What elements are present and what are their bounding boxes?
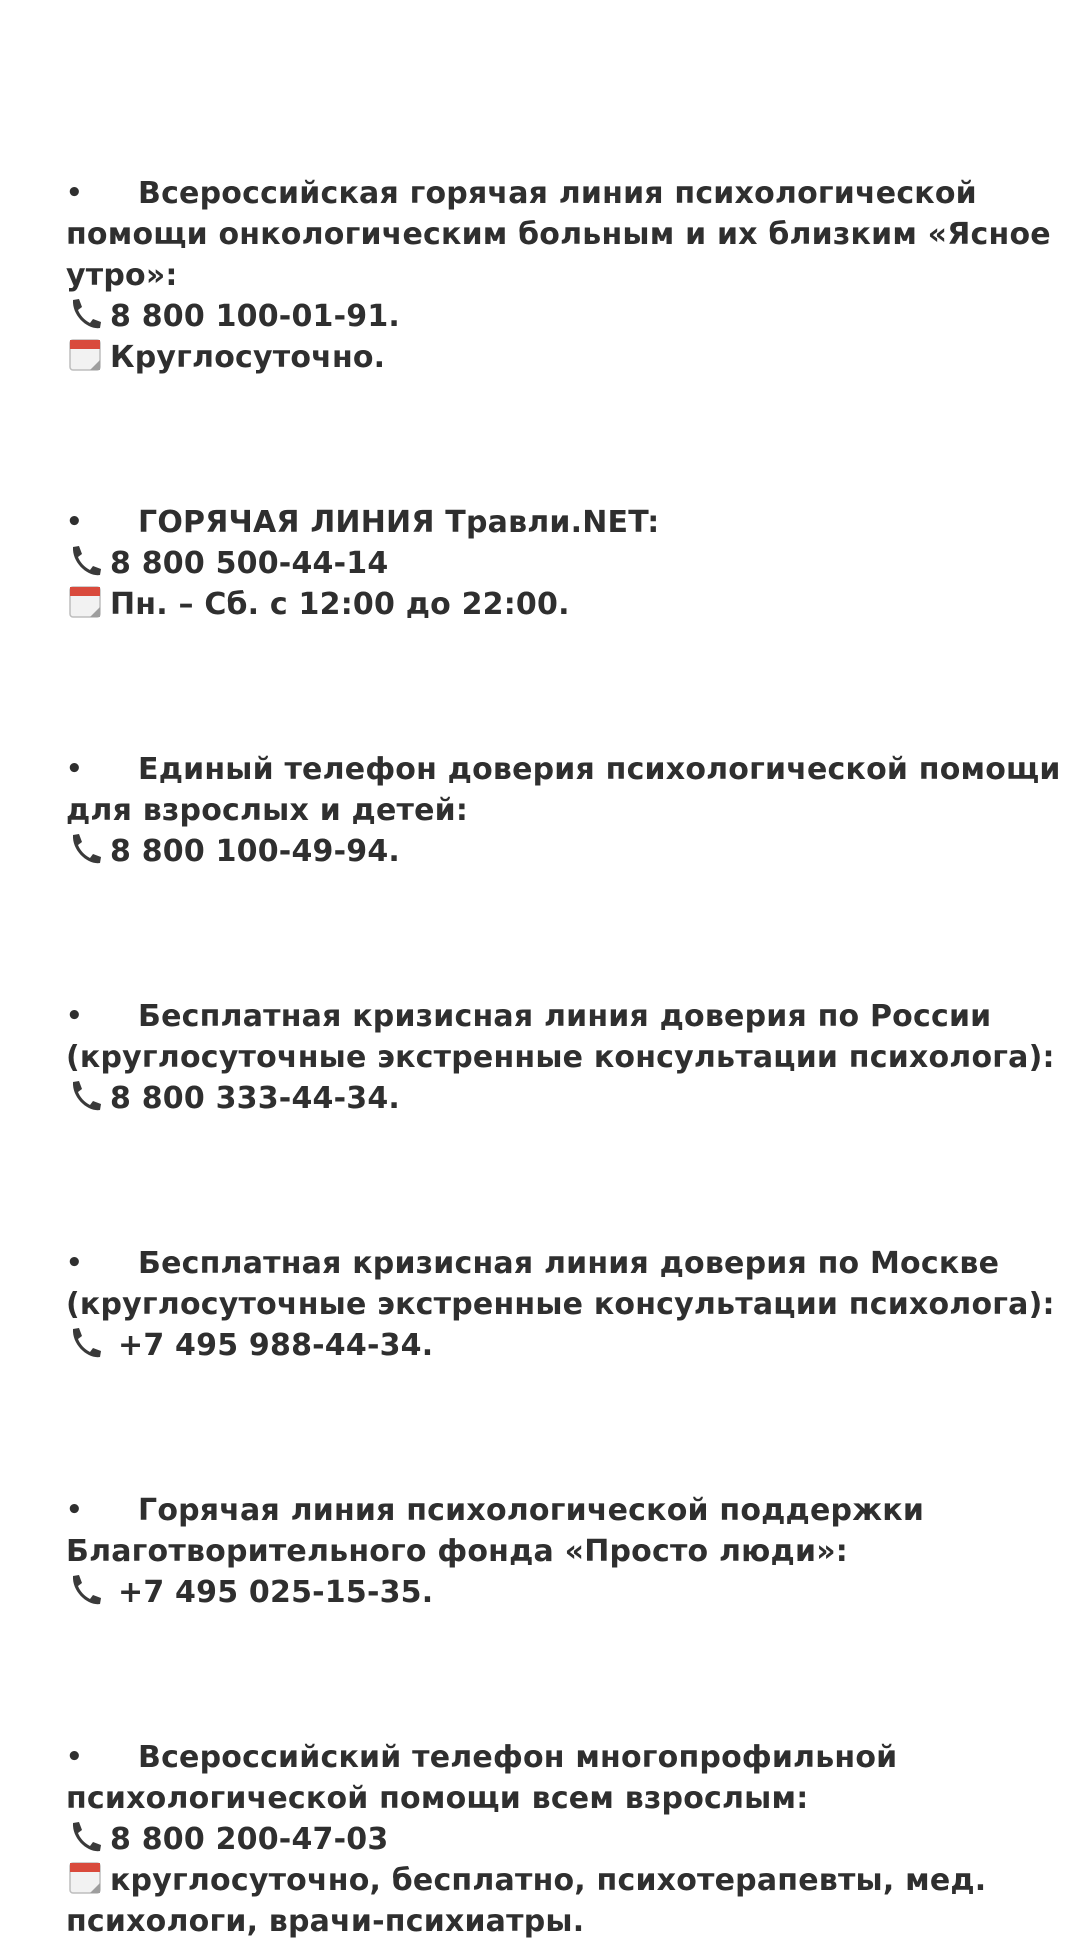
hotline-entry (66, 1490, 1046, 1613)
calendar-icon (66, 1860, 106, 1896)
title-line: (круглосуточные экстренные консультации психолога): (66, 1287, 1055, 1322)
title-line: Единый телефон доверия психологической помощи (138, 752, 1061, 787)
hotline-entry (66, 749, 1061, 872)
bullet: • (66, 1248, 83, 1278)
schedule-text: Пн. – Сб. с 12:00 до 22:00. (110, 587, 570, 622)
hotline-entry (66, 996, 1055, 1119)
phone-number[interactable]: +7 495 988-44-34. (118, 1328, 434, 1363)
schedule-line-text: психологи, врачи-психиатры. (66, 1904, 585, 1939)
title-line: Всероссийский телефон многопрофильной (138, 1740, 898, 1775)
hotline-entry (66, 1737, 1046, 1942)
telephone-receiver-icon (66, 1572, 106, 1608)
telephone-receiver-icon (66, 1325, 106, 1361)
phone-line[interactable] (66, 1572, 1046, 1613)
title-line: Бесплатная кризисная линия доверия по Москве (138, 1246, 1000, 1281)
title-line: утро»: (66, 258, 178, 293)
phone-line[interactable] (66, 1819, 1046, 1860)
phone-line[interactable] (66, 296, 1046, 337)
calendar-icon (66, 337, 106, 373)
schedule-block (66, 1860, 1046, 1942)
hotline-title-block (66, 749, 1061, 831)
bullet: • (66, 754, 83, 784)
hotline-title-block (66, 1243, 1055, 1325)
bullet: • (66, 1742, 83, 1772)
phone-line[interactable] (66, 831, 1046, 872)
title-line: Бесплатная кризисная линия доверия по России (138, 999, 992, 1034)
title-line: Благотворительного фонда «Просто люди»: (66, 1534, 848, 1569)
schedule-line-text: круглосуточно, бесплатно, психотерапевты, мед. (110, 1863, 987, 1898)
phone-number[interactable]: 8 800 100-49-94. (110, 834, 401, 869)
telephone-receiver-icon (66, 543, 106, 579)
phone-number[interactable]: 8 800 200-47-03 (110, 1822, 389, 1857)
hotline-title-block (66, 996, 1055, 1078)
hotline-entry (66, 173, 1051, 378)
title-line: (круглосуточные экстренные консультации психолога): (66, 1040, 1055, 1075)
bullet: • (66, 1495, 83, 1525)
phone-line[interactable] (66, 1325, 1046, 1366)
calendar-icon (66, 584, 106, 620)
phone-line[interactable] (66, 1078, 1046, 1119)
telephone-receiver-icon (66, 296, 106, 332)
telephone-receiver-icon (66, 831, 106, 867)
title-line: Горячая линия психологической поддержки (138, 1493, 925, 1528)
title-line: психологической помощи всем взрослым: (66, 1781, 809, 1816)
schedule-line (66, 584, 1046, 625)
telephone-receiver-icon (66, 1819, 106, 1855)
bullet: • (66, 178, 83, 208)
title-text: ГОРЯЧАЯ ЛИНИЯ Травли.NET: (138, 505, 660, 540)
hotlines-list (66, 173, 1061, 1942)
schedule-text: Круглосуточно. (110, 340, 386, 375)
phone-line[interactable] (66, 543, 1046, 584)
hotline-entry (66, 502, 1046, 625)
phone-number[interactable]: +7 495 025-15-35. (118, 1575, 434, 1610)
title-line: помощи онкологическим больным и их близким «Ясное (66, 217, 1051, 252)
hotline-title-block (66, 173, 1051, 296)
title-line: для взрослых и детей: (66, 793, 469, 828)
hotline-title-block (66, 1737, 1046, 1819)
schedule-line (66, 337, 1046, 378)
bullet: • (66, 507, 83, 537)
telephone-receiver-icon (66, 1078, 106, 1114)
hotline-title-block (66, 1490, 1046, 1572)
phone-number[interactable]: 8 800 100-01-91. (110, 299, 401, 334)
phone-number[interactable]: 8 800 500-44-14 (110, 546, 389, 581)
phone-number[interactable]: 8 800 333-44-34. (110, 1081, 401, 1116)
bullet: • (66, 1001, 83, 1031)
title-line: Всероссийская горячая линия психологической (138, 176, 977, 211)
hotline-entry (66, 1243, 1055, 1366)
hotline-title (66, 502, 1046, 543)
